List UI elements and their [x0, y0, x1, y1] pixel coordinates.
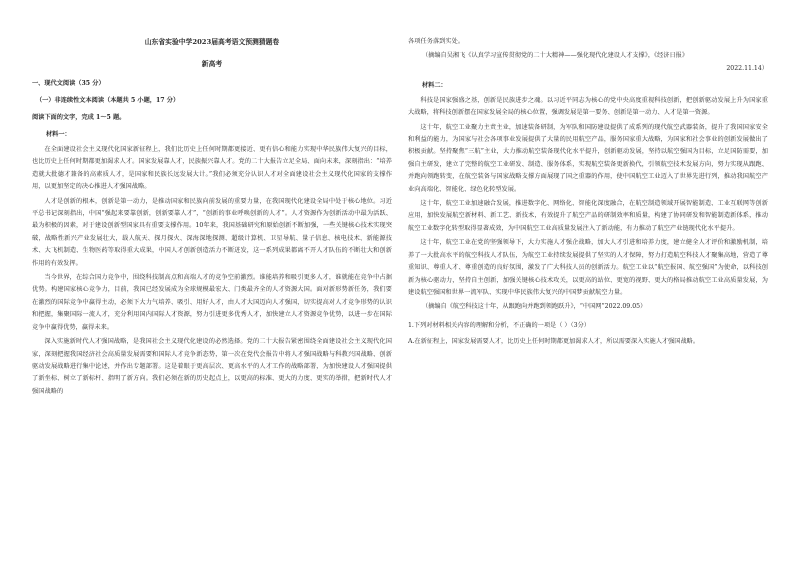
- paragraph-continuation: 各项任务落到实处。: [408, 38, 465, 45]
- reading-instruction: 阅读下面的文字，完成 1～5 题。: [32, 114, 126, 121]
- paragraph: 人才是创新的根本，创新是第一动力，是推动国家和民族向前发展的重要力量，在我国现代化建设全局中处于核心地位。习近平总书记深刻指出，中国“强起来要靠创新，创新要靠人才”，“创新的事业呼唤创新的人才”。人才资源作为创新活动中最为活跃、最为积极的因素，对于建设创新型国家具有重要支撑作用。10年来，我国基础研究和原始创新不断加强，一些关键核心技术实现突破，战略性新兴产业发展壮大，载人航天、探月探火、深海深地探测、超级计算机、卫星导航、量子信息、核电技术、新能源技术、大飞机制造、生物医药等取得重大成果，中国人才创新创造活力不断迸发，这一系列成果都离不开人才队伍的不断壮大和创新作用的有效发挥。: [32, 197, 392, 267]
- exam-title: 山东省实验中学2023届高考语文预测猜题卷: [144, 38, 280, 46]
- left-column: [32, 36, 392, 400]
- subsection-heading: （一）非连续性文本阅读（本题共 5 小题，17 分）: [36, 97, 180, 104]
- paragraph: 当今世界，在综合国力竞争中，围绕科技制高点和高端人才的竞争空前激烈。谁能培养和吸引更多人才，谁就能在竞争中占据优势。构建国家核心竞争力，目前，我国已经发展成为全球规模最宏大、门类最齐全的人才资源大国。面对新形势新任务，我们要在激烈的国际竞争中赢得主动，必须下大力气培养、吸引、用好人才，由人才大国迈向人才强国，切实提高对人才竞争形势的认识和把握，集聚国际一流人才，充分利用国内国际人才资源，努力引进更多优秀人才，加快建立人才资源竞争优势，以进一步在国际竞争中赢得优势，赢得未来。: [32, 274, 392, 331]
- paragraph: 在全面建设社会主义现代化国家新征程上，我们比历史上任何时期都更接近、更有信心和能力实现中华民族伟大复兴的目标，也比历史上任何时期都更加渴求人才。国家发展靠人才，民族振兴靠人才。党的二十大报告立足全局、面向未来，深刻指出：“培养造就大批德才兼备的高素质人才，是国家和民族长远发展大计。”我们必须充分认识人才对全面建设社会主义现代化国家的支撑作用，以更加坚定的决心推进人才强国战略。: [32, 146, 392, 191]
- material-2-label: 材料二：: [422, 81, 447, 89]
- paragraph: 深入实施新时代人才强国战略，是我国社会主义现代化建设的必然选择。党的二十大报告紧密围绕全面建设社会主义现代化国家，深刻把握我国经济社会高质量发展需要和国际人才竞争新态势，第一次在党代会报告中将人才强国战略与科教兴国战略、创新驱动发展战略进行集中论述，并作出专题部署。这是着眼于更高层次、更高水平的人才工作的战略部署，为加快建设人才强国提供了新坐标、树立了新标杆、指明了新方向。我们必须在新的历史起点上，以更高的标准、更大的力度、更实的举措，把新时代人才强国战略的: [32, 338, 392, 395]
- section-heading: 一、现代文阅读（35 分）: [32, 80, 105, 87]
- question-1-option-a: A.在新征程上，国家发展需要人才，比历史上任何时期都更加渴求人才，所以需要深入实施人才强国战略。: [408, 338, 700, 346]
- paragraph: 这十年，航空工业在党的坚强领导下，大力实施人才强企战略，加大人才引进和培养力度，建立健全人才评价和激励机制，培养了一大批高水平的航空科技人才队伍，为航空工业持续发展提供了坚实的人才保障，努力打造航空科技人才聚集高地，营造了尊重知识、尊重人才、尊重创造的良好氛围，激发了广大科技人员的创新活力。航空工业以“航空报国、航空强国”为使命，以科技创新为核心驱动力，坚持自主创新，加强关键核心技术攻关，以更高的站位、更宽的视野、更大的格局推动航空工业高质量发展，为建设航空强国和世界一流军队、实现中华民族伟大复兴的中国梦贡献航空力量。: [408, 239, 768, 296]
- paragraph: 这十年，航空工业加速融合发展，推进数字化、网络化、智能化深度融合，在航空制造领域开展智能制造、工业互联网等创新应用，加快发展航空新材料、新工艺、新技术，有效提升了航空产品的研制效率和质量，构建了协同研发和智能制造新体系，推动航空工业数字化转型取得显著成效，为中国航空工业高质量发展注入了新动能，有力推动了航空产业链现代化水平提升。: [408, 200, 768, 232]
- paragraph: 科技是国家强盛之基，创新是民族进步之魂。以习近平同志为核心的党中央高度重视科技创新，把创新驱动发展上升为国家重大战略，将科技创新摆在国家发展全局的核心位置，强调发展是第一要务、创新是第一动力、人才是第一资源。: [408, 96, 768, 117]
- exam-subtitle: 新高考: [201, 60, 223, 68]
- citation: （摘编自《航空科技这十年，从跟跑向并跑到领跑跃升》，“中国网”2022.09.05）: [422, 303, 647, 311]
- citation: （摘编自吴湘飞《认真学习宣传贯彻党的二十大精神——强化现代化建设人才支撑》，《经济日报》: [422, 52, 689, 60]
- question-1: 1.下列对材料相关内容的理解和分析，不正确的一项是（ ）（3分）: [408, 321, 590, 329]
- paragraph: 这十年，航空工业聚力主责主业，加速装备研制，为军队和国防建设提供了成系列的现代航空武器装备，提升了我国国家安全和利益的能力，为国家与社会各项事业发展提供了大量的民用航空产品，服务国家重大战略，为国家和社会事业的创新发展做出了积极贡献。坚持聚焦“三航”主业，大力推动航空装备现代化水平提升，创新驱动发展，坚持以航空强国为目标，立足国防需要，加强自主研发，建立了完整的航空工业研发、制造、服务体系，实现航空装备更新换代，引领航空技术发展方向，努力实现从跟跑、并跑向领跑转变，在航空装备与国家战略支撑方面展现了国之重器的作用，使中国航空工业迈入了世界先进行列，推动我国航空产业向高端化、智能化、绿色化转型发展。: [408, 123, 768, 193]
- right-column: [408, 36, 768, 349]
- material-1-label: 材料一：: [46, 131, 71, 138]
- citation-date: 2022.11.14）: [726, 64, 768, 72]
